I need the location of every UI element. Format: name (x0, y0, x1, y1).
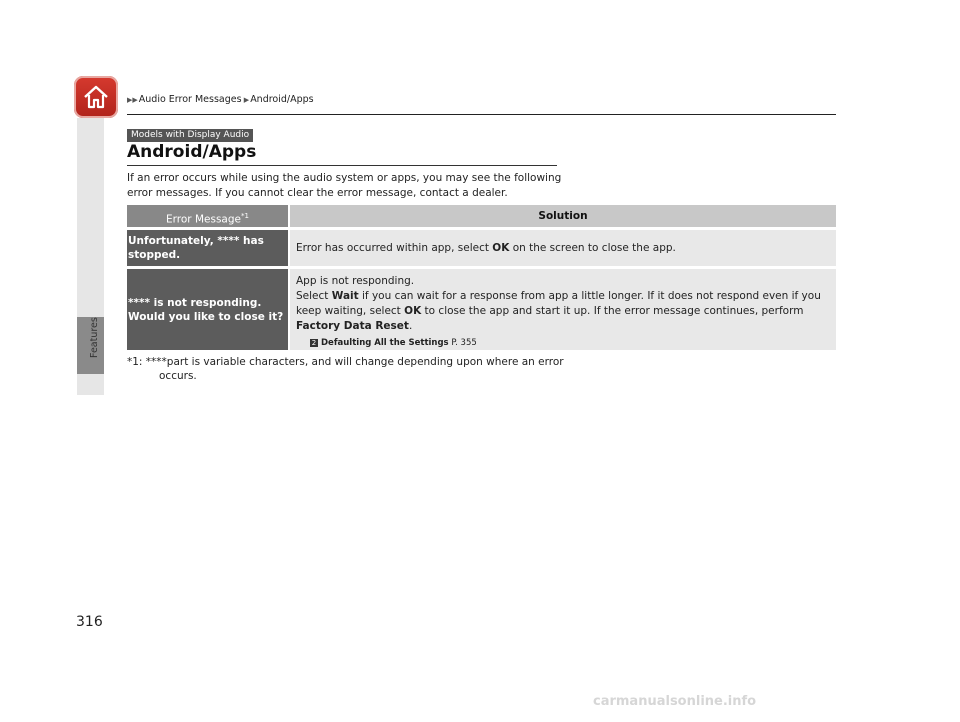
table-row (127, 269, 836, 350)
intro-text: If an error occurs while using the audio system or apps, you may see the following error messages. If you cannot clear the error message, contact a dealer. (127, 172, 562, 199)
chevron-right-icon: ▶ (241, 96, 250, 104)
error-table (127, 205, 836, 353)
header-divider (127, 114, 836, 115)
side-label: Features (89, 317, 100, 358)
chevron-right-icon: ▶▶ (127, 96, 138, 104)
page-title: Android/Apps (127, 142, 257, 162)
home-icon (82, 83, 110, 111)
solution-cell: App is not responding. Select Wait if you can wait for a response from app a little longer. If it does not respond even if you keep waiting, select OK to close the app and start it up. If the error message continues, perform Factory Data Reset. 2 Defaulting All the Settings P. 355 (290, 269, 836, 350)
reference-icon: 2 (311, 339, 317, 347)
page-number: 316 (76, 614, 103, 630)
home-button[interactable] (74, 76, 118, 118)
header-error-message: Error Message$^{*1}$ (127, 205, 288, 227)
error-message-cell: **** is not responding. Would you like to close it? (127, 269, 288, 350)
table-header (127, 205, 836, 227)
model-tag: Models with Display Audio (127, 129, 253, 142)
cross-reference-link[interactable]: 2 Defaulting All the Settings P. 355 (311, 338, 477, 348)
header-solution: Solution (290, 205, 836, 227)
table-row (127, 230, 836, 266)
breadcrumb (127, 94, 314, 105)
solution-cell: Error has occurred within app, select OK on the screen to close the app. (290, 230, 836, 266)
title-divider (127, 165, 557, 166)
error-message-cell: Unfortunately, **** has stopped. (127, 230, 288, 266)
breadcrumb-link-audio-error-messages[interactable]: Audio Error Messages (138, 94, 242, 105)
footnote: *1: ****part is variable characters, and will change depending upon where an error occurs. (127, 356, 564, 382)
breadcrumb-current: Android/Apps (250, 94, 314, 105)
watermark: carmanualsonline.info (593, 694, 757, 709)
